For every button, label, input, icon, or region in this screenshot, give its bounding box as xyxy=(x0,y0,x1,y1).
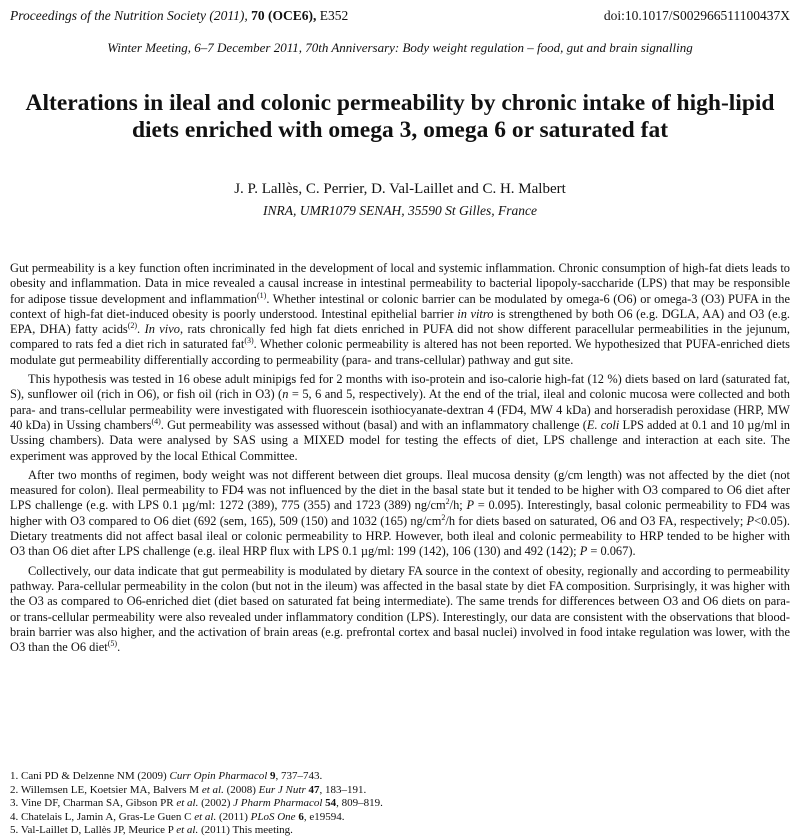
journal-page: E352 xyxy=(319,8,349,23)
journal-year: (2011), xyxy=(209,8,248,23)
paragraph-3: After two months of regimen, body weight was not different between diet groups. Ileal mucosa density (g/cm length) was not affected by the diet (not measured for colon). Ileal permeability to FD4 was not influenced by the diet in the basal state but it tended to be higher with O3 compared to O6 diet after LPS challenge (e.g. with LPS 0.1 µg/ml: 1272 (389), 775 (355) and 1723 (389) $ng/cm^2/h$; P = 0.095). Interestingly, basal colonic permeability to FD4 was higher with O3 compared to O6 diet (692 (sem, 165), 509 (150) and 1032 (165) $ng/cm^2/h$ for diets based on saturated, O6 and O3 FA, respectively; P<0.05). Dietary treatments did not affect basal ileal or colonic permeability to HRP. However, both ileal and colonic permeability to HRP tended to be higher with O3 than O6 diet after LPS challenge (e.g. ileal HRP flux with LPS 0.1 µg/ml: 199 (142), 106 (130) and 492 (142); P = 0.067). xyxy=(10,467,790,559)
reference-item: 4. Chatelais L, Jamin A, Gras-Le Guen C et al. (2011) PLoS One 6, e19594. xyxy=(10,810,345,823)
running-header xyxy=(10,8,790,26)
affiliation: INRA, UMR1079 SENAH, 35590 St Gilles, France xyxy=(262,203,538,218)
doi: doi:10.1017/S002966511100437X xyxy=(603,8,790,23)
authors: J. P. Lallès, C. Perrier, D. Val-Laillet and C. H. Malbert xyxy=(234,181,566,197)
reference-item: 5. Val-Laillet D, Lallès JP, Meurice P et al. (2011) This meeting. xyxy=(10,824,293,837)
paragraph-2: This hypothesis was tested in 16 obese adult minipigs fed for 2 months with iso-protein and iso-calorie high-fat (12 %) diets based on lard (saturated fat, S), sunflower oil (rich in O6), or fish oil (rich in O3) (n = 5, 6 and 5, respectively). At the end of the trial, ileal and colonic mucosa were collected and both para- and trans-cellular permeability were investigated with fluorescein isothiocyanate-dextran 4 (FD4, MW 4 kDa) and horseradish peroxidase (HRP, MW 40 kDa) in Ussing chambers$^{(4)}$. Gut permeability was assessed without (basal) and with an inflammatory challenge (E. coli LPS added at 0.1 and 10 µg/ml in Ussing chambers). Data were analysed by SAS using a MIXED model for testing the effects of diet, LPS challenge and interaction at each site. The experiment was approved by the local Ethical Committee. xyxy=(10,372,790,463)
journal-name: Proceedings of the Nutrition Society xyxy=(10,8,206,23)
paragraph-1: Gut permeability is a key function often incriminated in the development of local and systemic inflammation. Chronic consumption of high-fat diets leads to obesity and inflammation. Data in mice revealed a causal increase in intestinal permeability to bacterial lipopoly-saccharide (LPS) that may be responsible for adipose tissue development and inflammation$^{(1)}$. Whether intestinal or colonic barrier can be modulated by omega-6 (O6) or omega-3 (O3) PUFA in the context of high-fat diet-induced obesity is poorly understood. Intestinal epithelial barrier in vitro is strengthened by both O6 (e.g. DGLA, AA) and O3 (e.g. EPA, DHA) fatty acids$^{(2)}$. In vivo, rats chronically fed high fat diets enriched in PUFA did not show different paracellular permeabilities in the jejunum, compared to rats fed a diet rich in saturated fat$^{(3)}$. Whether colonic permeability is altered has not been reported. We hypothesized that PUFA-enriched diets modulate gut permeability differentially according to permeability (para- and trans-cellular) pathway and gut site. xyxy=(10,261,791,367)
reference-item: 3. Vine DF, Charman SA, Gibson PR et al. (2002) J Pharm Pharmacol 54, 809–819. xyxy=(10,797,383,810)
reference-list xyxy=(10,770,790,838)
paragraph-4: Collectively, our data indicate that gut permeability is modulated by dietary FA source in the context of obesity, regionally and according to permeability pathway. Para-cellular permeability in the colon (but not in the ileum) was affected in the basal state by diet FA composition. Surprisingly, it was higher with the O3 as compared to O6-enriched diet (diet based on saturated fat being intermediate). The same trends for differences between O3 and O6 diets on para- or trans-cellular permeability were also revealed under inflammatory condition (LPS). Interestingly, our data are consistent with the observations that blood-brain barrier was also higher, and the activation of brain areas (e.g. prefrontal cortex and basal nuclei) involved in food intake regulation was lower, with the O3 than the O6 diet$^{(5)}$. xyxy=(10,563,790,655)
article-title: Alterations in ileal and colonic permeability by chronic intake of high-lipid diets enriched with omega 3, omega 6 or saturated fat xyxy=(25,90,775,143)
journal-citation xyxy=(10,8,348,24)
abstract-body xyxy=(10,261,790,659)
reference-item: 2. Willemsen LE, Koetsier MA, Balvers M et al. (2008) Eur J Nutr 47, 183–191. xyxy=(10,783,367,796)
meeting-subtitle: Winter Meeting, 6–7 December 2011, 70th Anniversary: Body weight regulation – food, gut and brain signalling xyxy=(107,40,693,55)
reference-item: 1. Cani PD & Delzenne NM (2009) Curr Opin Pharmacol 9, 737–743. xyxy=(10,770,323,782)
journal-volume: 70 (OCE6), xyxy=(251,8,317,23)
